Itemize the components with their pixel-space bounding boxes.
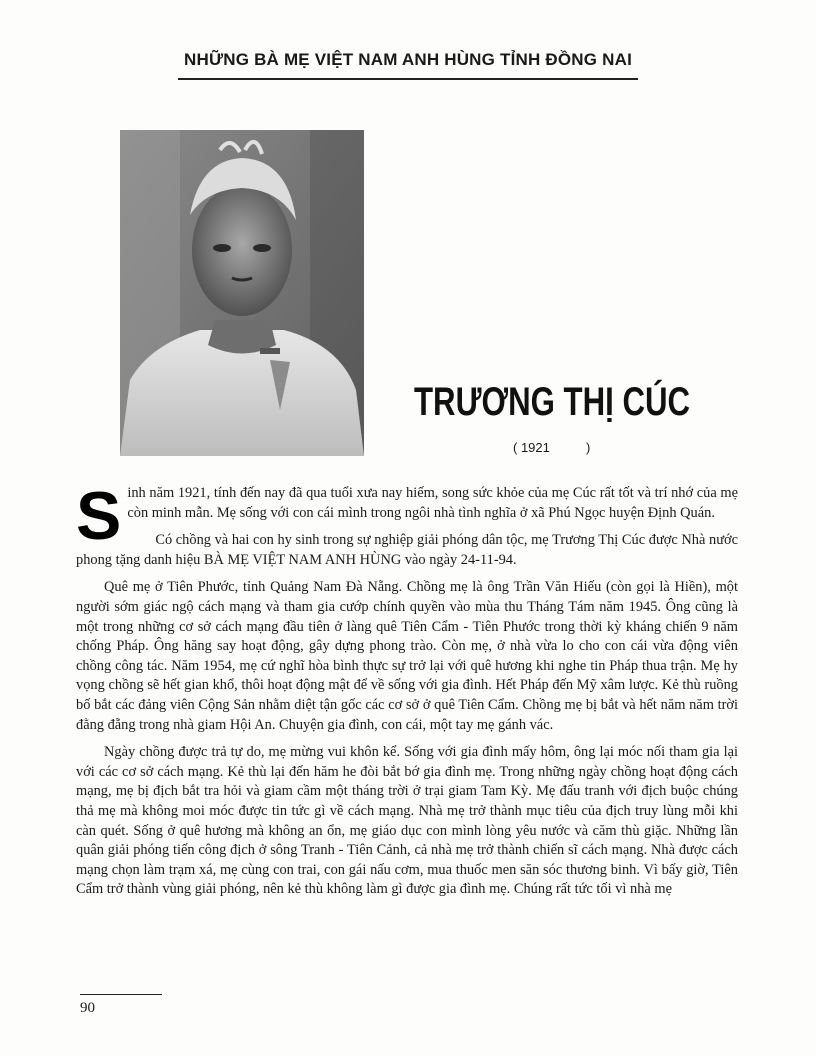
subject-years: ( 1921 ) bbox=[513, 440, 591, 455]
paragraph-text: inh năm 1921, tính đến nay đã qua tuổi xưa nay hiếm, song sức khỏe của mẹ Cúc rất tốt và trí nhớ của mẹ còn minh mẫn. Mẹ sống với con cái mình trong ngôi nhà tình nghĩa ở xã Phú Ngọc huyện Định Quán. bbox=[127, 485, 738, 521]
drop-cap: S bbox=[76, 478, 122, 554]
page-number: 90 bbox=[80, 1000, 95, 1016]
portrait-photo-icon bbox=[120, 130, 364, 456]
paragraph: Ngày chồng được trả tự do, mẹ mừng vui khôn kể. Sống với gia đình mấy hôm, ông lại móc nối tham gia lại với các cơ sở cách mạng. Kẻ thù lại đến hăm he đòi bắt bớ gia đình mẹ. Trong những ngày chồng hoạt động cách mạng, mẹ bị địch bắt tra hỏi và giam cầm một tháng trời ở trại giam Tam Kỳ. Mẹ đấu tranh với địch buộc chúng thả mẹ mà không moi móc được tin tức gì về cách mạng. Nhà mẹ trở thành mục tiêu của địch truy lùng mỗi khi càn quét. Sống ở quê hương mà không an ổn, mẹ giáo dục con mình lòng yêu nước và căm thù giặc. Những lần quân giải phóng tiến công địch ở sông Tranh - Tiên Cảnh, cả nhà mẹ trở thành chiến sĩ cách mạng. Nhà được cách mạng chọn làm trạm xá, mẹ cùng con trai, con gái nấu cơm, mua thuốc men săn sóc thương binh. Vì bấy giờ, Tiên Cẩm trở thành vùng giải phóng, nên kẻ thù không làm gì được gia đình mẹ. Chúng rất tức tối vì nhà mẹ bbox=[76, 744, 738, 898]
paragraph: Có chồng và hai con hy sinh trong sự nghiệp giải phóng dân tộc, mẹ Trương Thị Cúc được Nhà nước phong tặng danh hiệu BÀ MẸ VIỆT NAM ANH HÙNG vào ngày 24-11-94. bbox=[76, 532, 738, 568]
header-rule bbox=[178, 78, 638, 80]
footer-rule bbox=[80, 994, 162, 995]
article-body bbox=[76, 478, 738, 908]
portrait-photo bbox=[120, 130, 364, 456]
paragraph: Quê mẹ ở Tiên Phước, tỉnh Quảng Nam Đà Nẵng. Chồng mẹ là ông Trần Văn Hiếu (còn gọi là Hiền), một người sớm giác ngộ cách mạng và tham gia cướp chính quyền vào mùa thu Tháng Tám năm 1945. Ông cũng là một trong những cơ sở cách mạng đầu tiên ở làng quê Tiên Cẩm - Tiên Phước trong thời kỳ kháng chiến 9 năm chống Pháp. Ông hăng say hoạt động, gây dựng phong trào. Còn mẹ, ở nhà vừa lo cho con cái vừa động viên chồng công tác. Năm 1954, mẹ cứ nghĩ hòa bình thực sự trở lại với quê hương khi nghe tin Pháp thua trận. Mẹ hy vọng chồng sẽ hết gian khổ, thôi hoạt động mật để về sống với gia đình. Hết Pháp đến Mỹ xâm lược. Kẻ thù ruồng bố bắt các đảng viên Cộng Sản nhằm diệt tận gốc các cơ sở ở quê Tiên Cẩm. Chồng mẹ bị bắt và hết năm năm trời đằng đẵng trong nhà giam Hội An. Chuyện gia đình, con cái, một tay mẹ gánh vác. bbox=[76, 579, 738, 733]
subject-name: TRƯƠNG THỊ CÚC bbox=[414, 380, 691, 424]
running-header: NHỮNG BÀ MẸ VIỆT NAM ANH HÙNG TỈNH ĐỒNG NAI bbox=[183, 50, 632, 69]
